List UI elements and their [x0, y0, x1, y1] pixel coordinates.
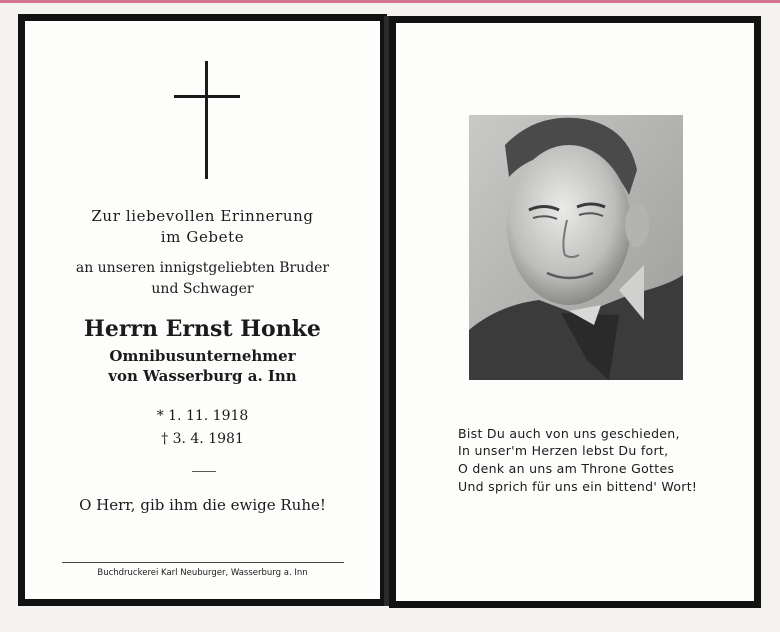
occupation: Omnibusunternehmer [109, 347, 296, 365]
verse-line-1: Bist Du auch von uns geschieden, [458, 426, 680, 441]
verse-line-4: Und sprich für uns ein bittend' Wort! [458, 479, 698, 494]
relation-line-1: an unseren innigstgeliebten Bruder [75, 260, 330, 276]
printer-credit: Buchdruckerei Karl Neuburger, Wasserburg a. Inn [97, 568, 308, 578]
hometown: von Wasserburg a. Inn [108, 367, 297, 385]
portrait-photo [469, 115, 683, 380]
birth-date: * 1. 11. 1918 [156, 408, 249, 424]
left-card [18, 14, 387, 606]
printer-divider [62, 562, 344, 563]
divider [192, 471, 216, 472]
top-edge-line [0, 0, 780, 3]
remembrance-line-1: Zur liebevollen Erinnerung [91, 207, 314, 225]
cross-icon [205, 61, 208, 179]
verse-line-3: O denk an uns am Throne Gottes [458, 461, 675, 476]
cross-icon-bar [174, 95, 240, 98]
death-date: † 3. 4. 1981 [161, 431, 244, 447]
prayer-line: O Herr, gib ihm die ewige Ruhe! [79, 496, 326, 514]
verse-line-2: In unser'm Herzen lebst Du fort, [458, 443, 669, 458]
deceased-name: Herrn Ernst Honke [84, 316, 321, 342]
relation-line-2: und Schwager [151, 281, 254, 297]
remembrance-line-2: im Gebete [160, 228, 245, 246]
